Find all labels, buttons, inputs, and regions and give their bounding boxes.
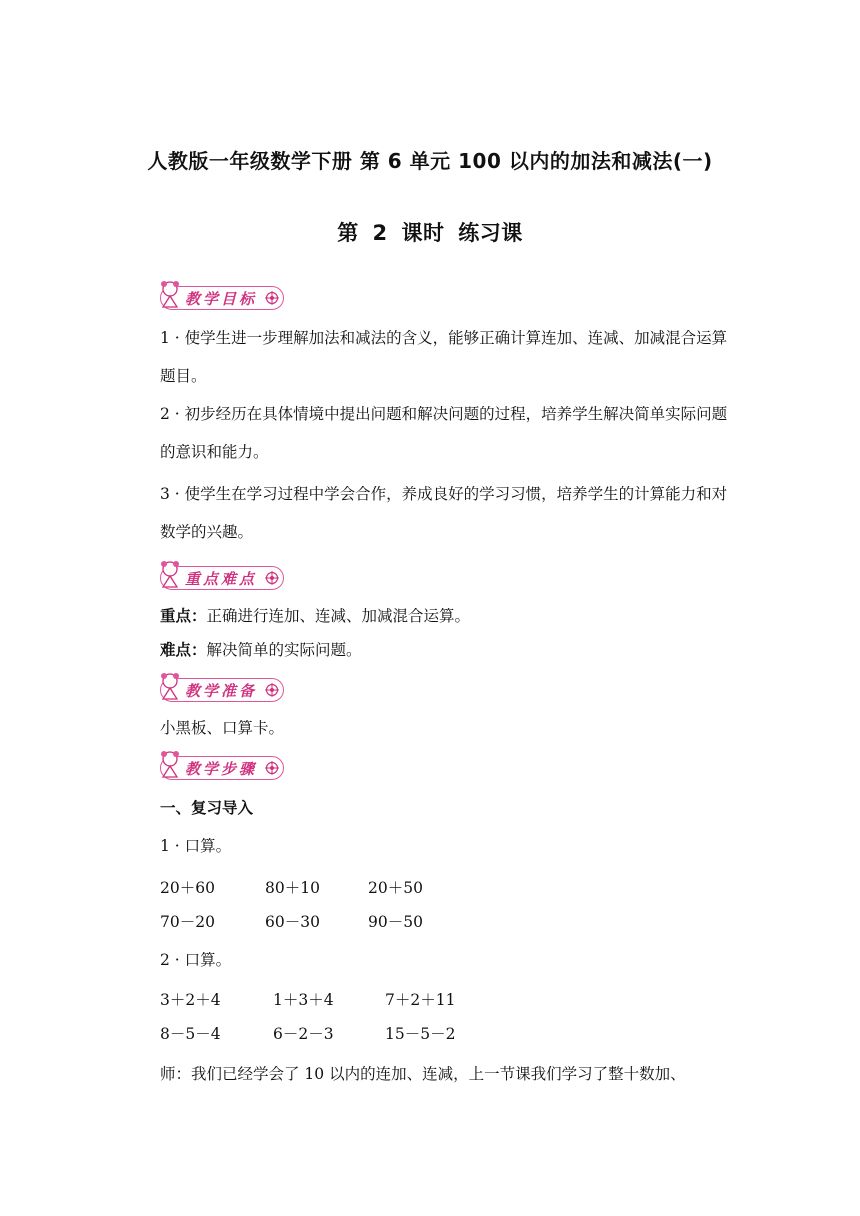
calc-item: 80＋10 bbox=[265, 879, 320, 897]
calc-item: 90－50 bbox=[368, 913, 423, 931]
target-icon bbox=[265, 761, 279, 775]
badge-label: 教学准备 bbox=[185, 682, 258, 700]
preparation-text: 小黑板、口算卡。 bbox=[160, 719, 285, 737]
section-heading: 一、复习导入 bbox=[160, 799, 254, 817]
badge-label: 重点难点 bbox=[185, 570, 258, 588]
girl-icon bbox=[159, 279, 181, 309]
difficult-point-line bbox=[160, 638, 362, 660]
badge-label: 教学目标 bbox=[185, 290, 258, 308]
lesson-subtitle: 第 2 课时 练习课 bbox=[337, 221, 523, 245]
badge-preparation bbox=[160, 678, 284, 702]
target-icon bbox=[265, 571, 279, 585]
question-1: 1 · 口算。 bbox=[160, 837, 232, 855]
calc-item: 1＋3＋4 bbox=[273, 991, 334, 1009]
document-title: 人教版一年级数学下册 第 6 单元 100 以内的加法和减法(一) bbox=[147, 149, 713, 173]
girl-icon bbox=[159, 671, 181, 701]
calc-item: 15－5－2 bbox=[385, 1025, 456, 1043]
goal-item-2: 2 · 初步经历在具体情境中提出问题和解决问题的过程，培养学生解决简单实际问题的意识和能力。 bbox=[160, 405, 728, 461]
badge-goals bbox=[160, 286, 284, 310]
target-icon bbox=[265, 291, 279, 305]
target-icon bbox=[265, 683, 279, 697]
key-point-label: 重点： bbox=[160, 607, 207, 625]
calc-item: 70－20 bbox=[160, 913, 215, 931]
goal-item-1: 1 · 使学生进一步理解加法和减法的含义，能够正确计算连加、连减、加减混合运算题目。 bbox=[160, 329, 728, 385]
goal-item-3: 3 · 使学生在学习过程中学会合作，养成良好的学习习惯，培养学生的计算能力和对数学的兴趣。 bbox=[160, 485, 728, 541]
calc-item: 6－2－3 bbox=[273, 1025, 334, 1043]
badge-steps bbox=[160, 756, 284, 780]
difficult-point-label: 难点： bbox=[160, 641, 207, 659]
key-point-line bbox=[160, 604, 470, 626]
calc-item: 60－30 bbox=[265, 913, 320, 931]
girl-icon bbox=[159, 559, 181, 589]
badge-label: 教学步骤 bbox=[185, 760, 258, 778]
calc-item: 20＋50 bbox=[368, 879, 423, 897]
badge-key-points bbox=[160, 566, 284, 590]
calc-item: 20＋60 bbox=[160, 879, 215, 897]
girl-icon bbox=[159, 749, 181, 779]
calc-item: 3＋2＋4 bbox=[160, 991, 221, 1009]
key-point-text: 正确进行连加、连减、加减混合运算。 bbox=[206, 607, 471, 625]
calc-item: 7＋2＋11 bbox=[385, 991, 456, 1009]
teacher-text: 师：我们已经学会了 10 以内的连加、连减，上一节课我们学习了整十数加、 bbox=[160, 1065, 686, 1083]
difficult-point-text: 解决简单的实际问题。 bbox=[206, 641, 362, 659]
question-2: 2 · 口算。 bbox=[160, 951, 232, 969]
calc-item: 8－5－4 bbox=[160, 1025, 221, 1043]
